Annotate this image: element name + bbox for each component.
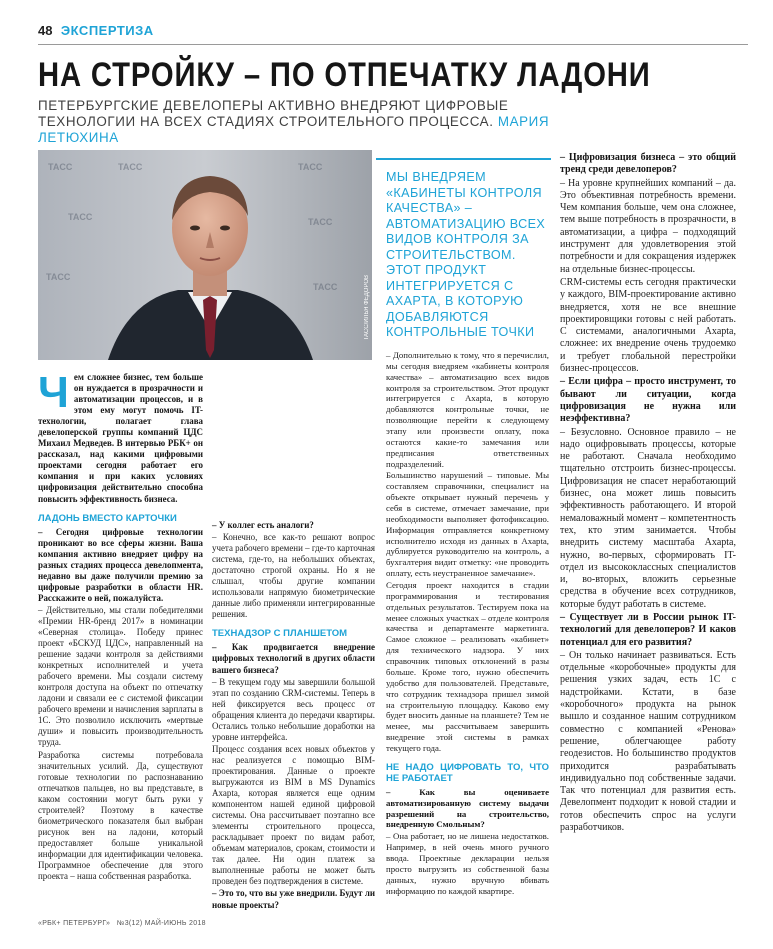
answer-3b: Процесс создания всех новых объектов у нас реализуется с помощью BIM-проектирования. Данные о проекте выгружаются из BIM в MS Dynamics Axapta, которая является еще одним компонентом нашей единой цифровой системы. Она рассчитывает поэтапно все элементы строительного процесса, раскладывает проект по видам работ, объемам материалов, срокам, стоимости и так далее. Ни один платеж за выполненные работы не может быть проведен без подтверждения в системе. [212, 743, 375, 887]
intro-text: ем сложнее бизнес, тем больше он нуждается в прозрачности и автоматизации процессов, и в этом ему могут помочь IT-технологии, полагает глава девелоперской группы компаний ЦДС Михаил Медведев. В интервью РБК+ он рассказал, над какими цифровыми проектами сегодня работает его компания и при каких условиях цифровизация действительно способна повысить эффективность бизнеса. [38, 372, 203, 504]
answer-7: – Безусловно. Основное правило – не надо оцифровывать процессы, которые не работают. Сначала необходимо тщательно отстроить бизнес-процессы. Цифровизация не спасет неработающий бизнес, она может лишь повысить эффективность работающего. И второй немаловажный момент – компетентность тех, кто этим занимается. Чтобы внедрить систему масштаба Axapta, нужно, во-первых, сформировать IT-отдел из высококлассных специалистов и, во-вторых, вложить серьезные средства в обучение всех сотрудников, которые будут работать в системе. [560, 426, 736, 610]
svg-text:TACC: TACC [68, 212, 93, 222]
answer-8: – Он только начинает развиваться. Есть отдельные «коробочные» продукты для решения узких задач, есть 1С с надстройками. Кстати, в базе «коробочного» продукта на рынок вышло и созданное нашим сотрудником совместно с компанией «Ренова» решение, облегчающее работу геодезистов. Но большинство продуктов приходится разрабатывать индивидуально под собственные задачи. Так что потенциал для развития есть. Девелопмент подходит к новой стадии и готов обеспечить спрос на услуги разработчиков. [560, 649, 736, 834]
svg-text:TACC: TACC [298, 162, 323, 172]
answer-2: – Конечно, все как-то решают вопрос учета рабочего времени – где-то карточная система, где-то, на небольших объектах, достаточно строгой охраны. Но я не слышал, чтобы другие компании использовали напрямую биометрические данные либо применяли интегрированные решения. [212, 532, 375, 620]
answer-5: – Она работает, но не лишена недостатков. Например, в ней очень много ручного ввода. Проектные декларации нельзя просто выгрузить из собственной базы данных, нужно вручную вбивать информацию по каждой квартире. [386, 831, 549, 896]
question-3: – Как продвигается внедрение цифровых технологий в других области вашего бизнеса? [212, 642, 375, 675]
page-header [38, 22, 748, 42]
portrait-illustration [38, 150, 372, 360]
column-4 [560, 152, 736, 835]
svg-text:TACC: TACC [118, 162, 143, 172]
section-label: ЭКСПЕРТИЗА [60, 23, 154, 38]
publication-name: «РБК+ ПЕТЕРБУРГ» [38, 920, 111, 927]
answer-6b: CRM-системы есть сегодня практически у каждого, BIM-проектирование активно внедряется, хотя не все внешние проектировщики готовы с ней работать. С системами, аналогичными Axapta, сложнее: их внедрение очень трудоемко и требует глобальной перестройки бизнес-процессов. [560, 276, 736, 375]
question-7: – Если цифра – просто инструмент, то бывают ли ситуации, когда цифровизация не нужна или неэффективна? [560, 376, 736, 425]
drop-cap: Ч [38, 368, 69, 417]
answer-1: – Действительно, мы стали победителями «Премии HR-бренд 2017» в номинации «Северная столица». Победу принес проект «БСКУД ЦДС», направленный на решение задачи контроля за действиями конкретных исполнителей и учета рабочего времени. Мы создали систему контроля доступа на объект по отпечатку ладони и связали ее с системой фиксации рабочего времени и начисления зарплаты в 1С. Это позволило исключить «мертвые души» и повысить производительность труда. [38, 604, 203, 748]
page-footer [38, 920, 748, 927]
svg-text:TACC: TACC [46, 272, 71, 282]
lead-text: ПЕТЕРБУРГСКИЕ ДЕВЕЛОПЕРЫ АКТИВНО ВНЕДРЯЮТ ЦИФРОВЫЕ ТЕХНОЛОГИИ НА ВСЕХ СТАДИЯХ СТРОИТЕЛЬНОГО ПРОЦЕССА. [38, 98, 509, 129]
column-2 [212, 520, 375, 912]
answer-4b: Большинство нарушений – типовые. Мы составляем справочники, специалист на объекте открывает нужный перечень у себя в системе, отмечает замечание, при необходимости выполняет фотофиксацию. Информация отправляется конкретному исполнителю исходя из данных в Axapta, дублируется руководителю на контроль, а бухгалтерия видит отметку: «не проводить оплату, есть неустраненное замечание». [386, 470, 549, 579]
svg-text:TACC: TACC [48, 162, 73, 172]
article-title: НА СТРОЙКУ – ПО ОТПЕЧАТКУ ЛАДОНИ [38, 56, 651, 94]
answer-4: – Дополнительно к тому, что я перечислил, мы сегодня внедряем «кабинеты контроля качества» – автоматизацию всех видов контроля за строительством. Этот продукт интегрируется с Axapta, в которую добавляются контрольные точки, не позволяющие перейти к следующему этапу или произвести оплату, пока остаются какие-то замечания или предписания ответственных подразделений. [386, 350, 549, 469]
question-2: – У коллег есть аналоги? [212, 520, 314, 530]
author-name: МАРИЯ ЛЕТЮХИНА [38, 114, 550, 145]
question-4: – Это то, что вы уже внедрили. Будут ли новые проекты? [212, 888, 375, 910]
issue-label: №3(12) МАЙ-ИЮНЬ 2018 [116, 920, 206, 927]
column-1 [38, 368, 203, 883]
article-lead [38, 98, 558, 146]
answer-4c: Сегодня проект находится в стадии программирования и тестирования отдельных результатов. Тестируем пока на менее сложных участках – отделе контроля качества и департаменте маркетинга. Самое сложное – реализовать «кабинет» для технического надзора. У них справочник типовых отклонений в разы больше. Кроме того, нужно обеспечить удобство для пользователей. Представьте, что сотрудник технадзора пришел зимой на строительную площадку. Каково ему будет вносить данные на планшете? Тем не менее, мы рассчитываем завершить внедрение этой системы в рамках текущего года. [386, 580, 549, 753]
question-1: – Сегодня цифровые технологии проникают во все сферы жизни. Ваша компания активно внедряет цифру на разных стадиях процесса девелопмента, недавно вы даже получили премию за цифровые разработки в области HR. Расскажите о ней, пожалуйста. [38, 526, 203, 603]
photo-credit: ТАСС/ИЛЬЯ ФЕДОРОВ [364, 274, 370, 340]
svg-text:TACC: TACC [308, 217, 333, 227]
page-number: 48 [38, 23, 53, 38]
column-3 [386, 350, 549, 897]
answer-3: – В текущем году мы завершили большой этап по созданию CRM-системы. Теперь в ней фиксируется весь процесс от обращения клиента до передачи квартиры. Остались только небольшие доработки на уровне интерфейса. [212, 676, 375, 742]
question-5: – Как вы оцениваете автоматизированную систему выдачи разрешений на строительство, внедренную Смольным? [386, 786, 549, 830]
question-6: – Цифровизация бизнеса – это общий тренд среди девелоперов? [560, 152, 736, 176]
answer-6: – На уровне крупнейших компаний – да. Это объективная потребность времени. Чем компания больше, чем она сложнее, тем выше потребность в прозрачности, в автоматизации, а цифра – подходящий инструмент для удовлетворения этой потребности и для сокращения издержек на отдельные бизнес-процессы. [560, 177, 736, 275]
header-rule [38, 44, 748, 45]
pull-quote: МЫ ВНЕДРЯЕМ «КАБИНЕТЫ КОНТРОЛЯ КАЧЕСТВА» – АВТОМАТИЗАЦИЮ ВСЕХ ВИДОВ КОНТРОЛЯ ЗА СТРОИТЕЛЬСТВОМ. ЭТОТ ПРОДУКТ ИНТЕГРИРУЕТСЯ С AXAPTA, В КОТОРУЮ ДОБАВЛЯЮТСЯ КОНТРОЛЬНЫЕ ТОЧКИ [386, 170, 546, 339]
subheading-3: НЕ НАДО ЦИФРОВАТЬ ТО, ЧТО НЕ РАБОТАЕТ [386, 761, 549, 784]
subheading-1: ЛАДОНЬ ВМЕСТО КАРТОЧКИ [38, 512, 177, 524]
svg-text:TACC: TACC [313, 282, 338, 292]
quote-bar [376, 158, 551, 160]
portrait-photo [38, 150, 372, 360]
question-8: – Существует ли в России рынок IT-технологий для девелоперов? И каков потенциал для его развития? [560, 611, 736, 648]
answer-1b: Разработка системы потребовала значительных усилий. Да, существуют готовые технологии по распознаванию отпечатков пальцев, но вы представьте, в каком состоянии могут быть руки у строителей? Поэтому в качестве биометрического показателя был выбран рисунок вен на ладони, который предоставляет больше уникальной информации для идентификации человека. Программное обеспечение для этого проекта – наша собственная разработка. [38, 749, 203, 882]
subheading-2: ТЕХНАДЗОР С ПЛАНШЕТОМ [212, 628, 348, 640]
